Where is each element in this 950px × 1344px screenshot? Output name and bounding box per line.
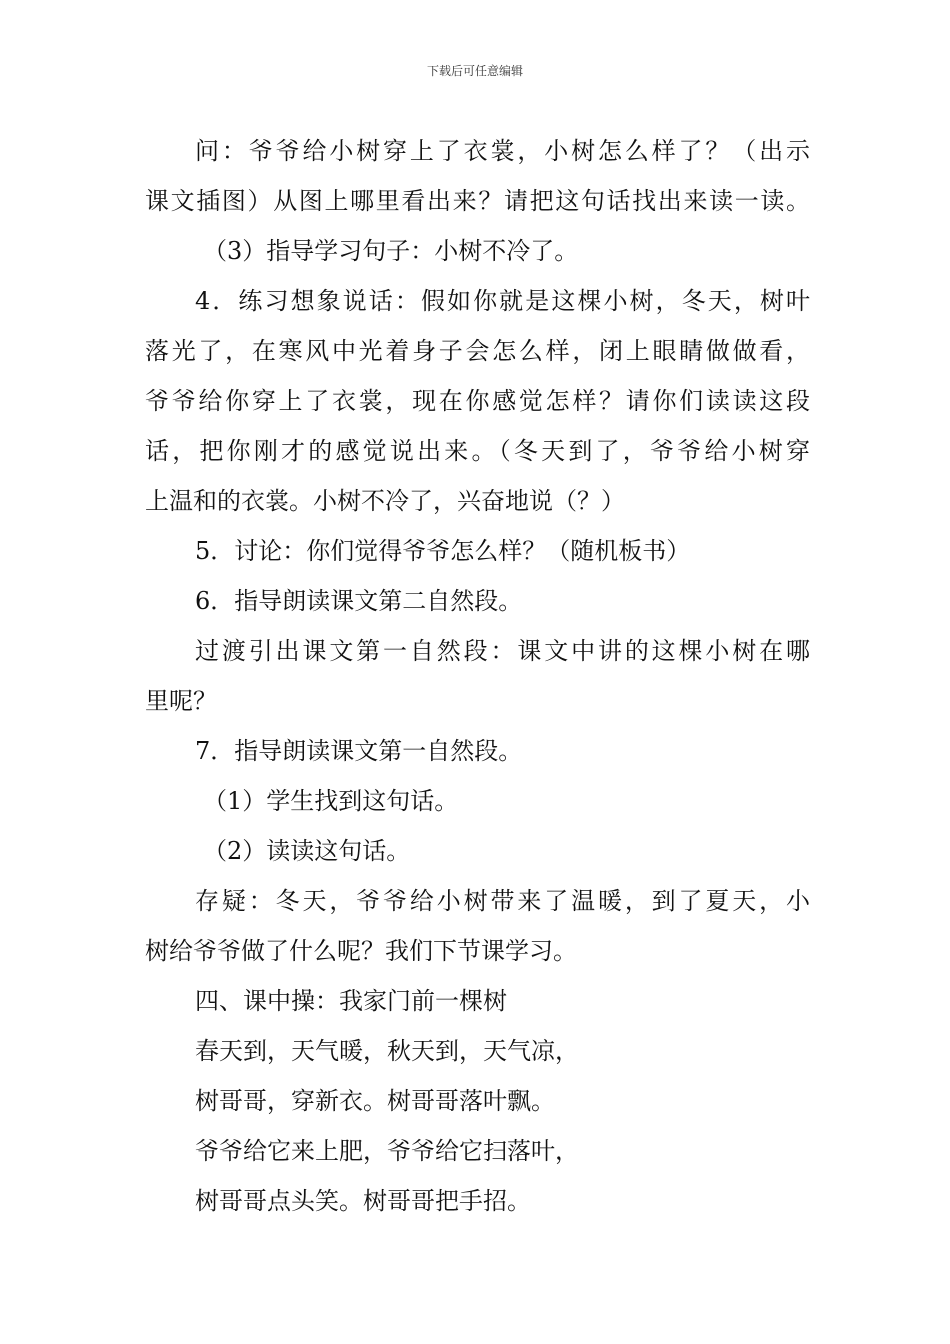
document-body [145,126,810,1226]
paragraph-line: 里呢？ [145,687,217,715]
paragraph-line: 树给爷爷做了什么呢？我们下节课学习。 [145,937,577,965]
paragraph-line: 过渡引出课文第一自然段：课文中讲的这棵小树在哪 [195,637,810,665]
paragraph-line: 爷爷给你穿上了衣裳，现在你感觉怎样？请你们读读这段 [145,387,810,415]
paragraph-line: 5．讨论：你们觉得爷爷怎么样？（随机板书） [195,537,691,565]
paragraph-line: 上温和的衣裳。小树不冷了，兴奋地说（？） [145,487,625,515]
poem-line: 爷爷给它来上肥，爷爷给它扫落叶， [195,1137,579,1165]
poem-line: 树哥哥，穿新衣。树哥哥落叶飘。 [195,1087,555,1115]
paragraph-line: 存疑：冬天，爷爷给小树带来了温暖，到了夏天，小 [195,887,810,915]
paragraph-line: 话，把你刚才的感觉说出来。（冬天到了，爷爷给小树穿 [145,437,810,465]
paragraph-line: （3）指导学习句子：小树不冷了。 [203,237,579,265]
page-header: 下载后可任意编辑 [426,64,523,78]
poem-line: 春天到，天气暖，秋天到，天气凉， [195,1037,579,1065]
paragraph-line: 问：爷爷给小树穿上了衣裳，小树怎么样了？（出示 [195,137,810,165]
paragraph-line: 4．练习想象说话：假如你就是这棵小树，冬天，树叶 [195,287,810,315]
paragraph-line: （1）学生找到这句话。 [203,787,459,815]
paragraph-line: （2）读读这句话。 [203,837,411,865]
section-heading: 四、课中操：我家门前一棵树 [195,987,507,1015]
paragraph-line: 7．指导朗读课文第一自然段。 [195,737,523,765]
paragraph-line: 6．指导朗读课文第二自然段。 [195,587,523,615]
paragraph-line: 落光了，在寒风中光着身子会怎么样，闭上眼睛做做看， [145,337,810,365]
poem-line: 树哥哥点头笑。树哥哥把手招。 [195,1187,531,1215]
paragraph-line: 课文插图）从图上哪里看出来？请把这句话找出来读一读。 [145,187,810,215]
